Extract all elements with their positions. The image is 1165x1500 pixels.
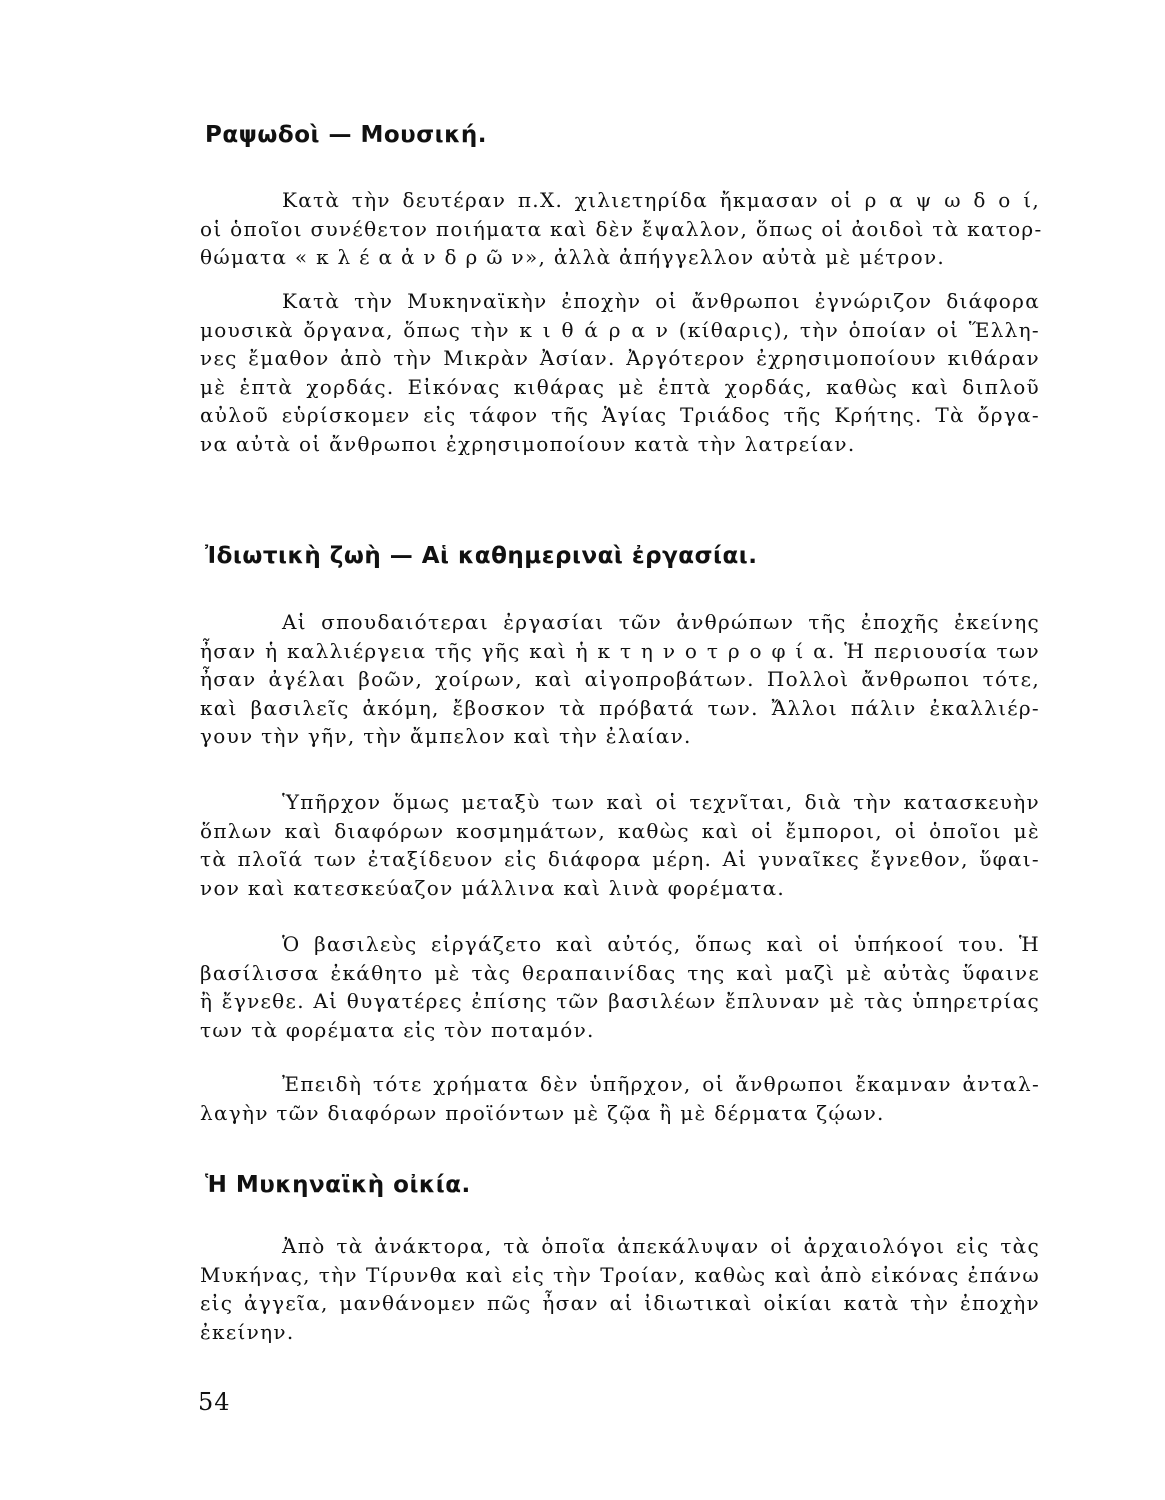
section-heading-mycenaean-house: Ἡ Μυκηναϊκὴ οἰκία.: [205, 1172, 471, 1198]
paragraph-trade: [200, 1070, 1040, 1127]
text-line: Ἀπὸ τὰ ἀνάκτορα, τὰ ὁποῖα ἀπεκάλυψαν οἱ ἀρχαιολόγοι εἰς τὰς: [282, 1234, 1040, 1258]
text-line: καὶ βασιλεῖς ἀκόμη, ἔβοσκον τὰ πρόβατά των. Ἄλλοι πάλιν ἐκαλλιέρ-: [200, 695, 1040, 720]
text-line: ἦσαν ἀγέλαι βοῶν, χοίρων, καὶ αἰγοπροβάτων. Πολλοὶ ἄνθρωποι τότε,: [200, 667, 1040, 691]
text-line: βασίλισσα ἐκάθητο μὲ τὰς θεραπαινίδας της καὶ μαζὶ μὲ αὐτὰς ὕφαινε: [200, 960, 1040, 985]
text-line: ἐκείνην.: [200, 1319, 295, 1344]
text-line: των τὰ φορέματα εἰς τὸν ποταμόν.: [200, 1017, 595, 1042]
text-line: Αἱ σπουδαιότεραι ἐργασίαι τῶν ἀνθρώπων τῆς ἐποχῆς ἐκείνης: [282, 610, 1040, 634]
text-line: Μυκήνας, τὴν Τίρυνθα καὶ εἰς τὴν Τροίαν, καθὼς καὶ ἀπὸ εἰκόνας ἐπάνω: [200, 1262, 1040, 1287]
text-line: γουν τὴν γῆν, τὴν ἄμπελον καὶ τὴν ἐλαίαν.: [200, 724, 692, 748]
text-line: νον καὶ κατεσκεύαζον μάλλινα καὶ λινὰ φορέματα.: [200, 875, 786, 900]
section-heading-private-life: Ἰδιωτικὴ ζωὴ — Αἱ καθημεριναὶ ἐργασίαι.: [205, 543, 758, 569]
paragraph-rhapsodes: [200, 186, 1043, 272]
paragraph-king: [200, 930, 1040, 1044]
text-line: νες ἔμαθον ἀπὸ τὴν Μικρὰν Ἀσίαν. Ἀργότερον ἐχρησιμοποίουν κιθάραν: [200, 346, 1040, 370]
text-line: Ἐπειδὴ τότε χρήματα δὲν ὑπῆρχον, οἱ ἄνθρωποι ἔκαμναν ἀνταλ-: [282, 1072, 1040, 1096]
section-heading-rhapsodes-music: Ραψωδοὶ — Μουσική.: [205, 122, 488, 148]
text-line: Ὑπῆρχον ὅμως μεταξὺ των καὶ οἱ τεχνῖται, διὰ τὴν κατασκευὴν: [282, 790, 1040, 814]
paragraph-craftsmen: [200, 788, 1040, 902]
paragraph-house: [200, 1232, 1040, 1346]
text-line: λαγὴν τῶν διαφόρων προϊόντων μὲ ζῷα ἢ μὲ δέρματα ζῴων.: [200, 1100, 885, 1125]
text-line: να αὐτὰ οἱ ἄνθρωποι ἐχρησιμοποίουν κατὰ τὴν λατρείαν.: [200, 431, 856, 456]
text-line: Κατὰ τὴν Μυκηναϊκὴν ἐποχὴν οἱ ἄνθρωποι ἐγνώριζον διάφορα: [282, 289, 1040, 313]
page-number: 54: [198, 1388, 231, 1416]
text-line: μὲ ἑπτὰ χορδάς. Εἰκόνας κιθάρας μὲ ἑπτὰ χορδάς, καθὼς καὶ διπλοῦ: [200, 374, 1040, 399]
paragraph-instruments: [200, 287, 1040, 458]
text-line: Ὁ βασιλεὺς εἰργάζετο καὶ αὐτός, ὅπως καὶ οἱ ὑπήκοοί του. Ἡ: [282, 932, 1040, 956]
text-line: θώματα « κ λ έ α ἀ ν δ ρ ῶ ν», ἀλλὰ ἀπήγγελλον αὐτὰ μὲ μέτρον.: [200, 245, 946, 269]
text-line: Κατὰ τὴν δευτέραν π.Χ. χιλιετηρίδα ἤκμασαν οἱ ρ α ψ ω δ ο ί,: [282, 188, 1040, 212]
text-line: ἦσαν ἡ καλλιέργεια τῆς γῆς καὶ ἡ κ τ η ν ο τ ρ ο φ ί α. Ἡ περιουσία των: [200, 638, 1040, 663]
text-line: τὰ πλοῖά των ἐταξίδευον εἰς διάφορα μέρη. Αἱ γυναῖκες ἔγνεθον, ὕφαι-: [200, 847, 1040, 871]
text-line: αὐλοῦ εὑρίσκομεν εἰς τάφον τῆς Ἁγίας Τριάδος τῆς Κρήτης. Τὰ ὄργα-: [200, 403, 1040, 427]
paragraph-daily-work: [200, 608, 1040, 751]
text-line: ὅπλων καὶ διαφόρων κοσμημάτων, καθὼς καὶ οἱ ἔμποροι, οἱ ὁποῖοι μὲ: [200, 818, 1040, 843]
text-line: οἱ ὁποῖοι συνέθετον ποιήματα καὶ δὲν ἔψαλλον, ὅπως οἱ ἀοιδοὶ τὰ κατορ-: [200, 216, 1043, 241]
text-line: ἢ ἔγνεθε. Αἱ θυγατέρες ἐπίσης τῶν βασιλέων ἔπλυναν μὲ τὰς ὑπηρετρίας: [200, 989, 1040, 1013]
text-line: εἰς ἀγγεῖα, μανθάνομεν πῶς ἦσαν αἱ ἰδιωτικαὶ οἰκίαι κατὰ τὴν ἐποχὴν: [200, 1291, 1040, 1315]
text-line: μουσικὰ ὄργανα, ὅπως τὴν κ ι θ ά ρ α ν (κίθαρις), τὴν ὁποίαν οἱ Ἕλλη-: [200, 317, 1040, 342]
